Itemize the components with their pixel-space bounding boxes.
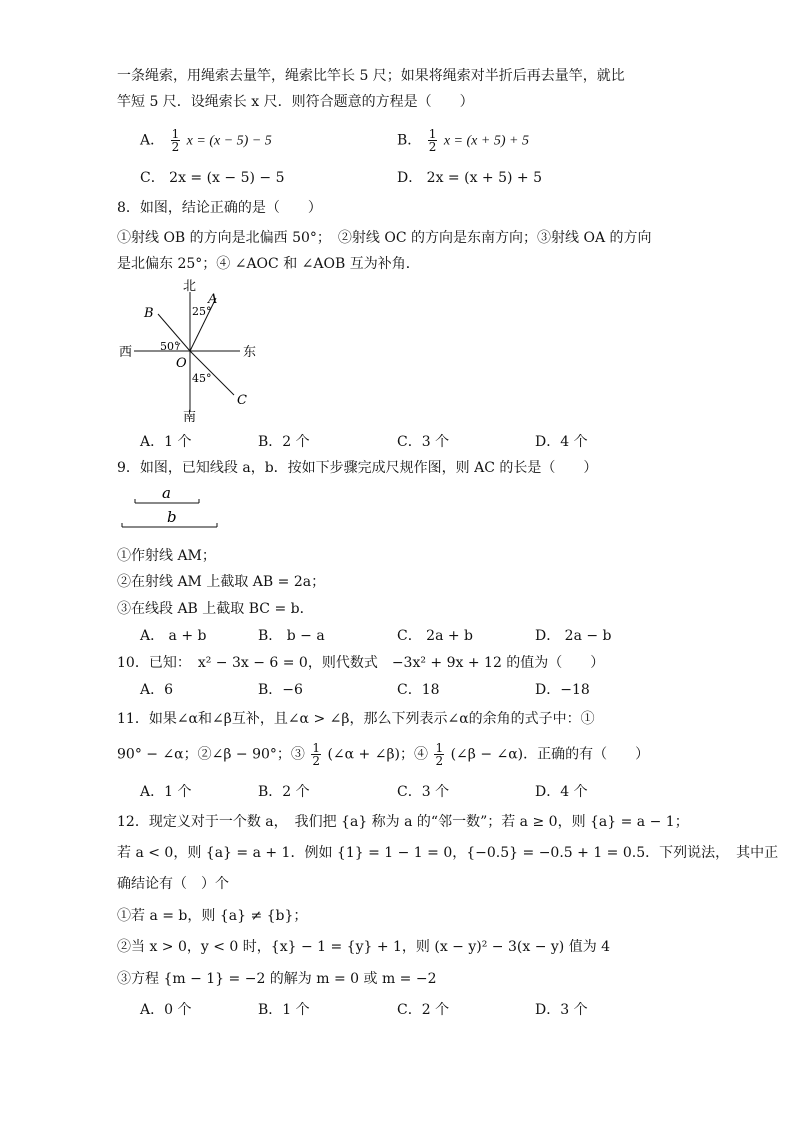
q12-option-c[interactable]: C．2 个	[397, 1002, 450, 1018]
q11-expr-3: (∠α + ∠β)；④	[327, 746, 429, 763]
q10-stem: 10．已知： x² − 3x − 6 = 0，则代数式 −3x² + 9x + 12 的值为（ ）	[117, 655, 605, 671]
q8-line-2: 是北偏东 25°；④ ∠AOC 和 ∠AOB 互为补角．	[117, 256, 420, 272]
q8-stem: 8．如图，结论正确的是（ ）	[117, 200, 322, 216]
q12-line-3: 确结论有（ ）个	[117, 876, 229, 892]
q12-line-1: 12．现定义对于一个数 a， 我们把 {a} 称为 a 的“邻一数”；若 a ≥ 0，则 {a} = a − 1；	[117, 814, 689, 830]
q12-line-2: 若 a < 0，则 {a} = a + 1．例如 {1} = 1 − 1 = 0，{−0.5} = −0.5 + 1 = 0.5．下列说法， 其中正	[117, 845, 779, 861]
option-label: A．	[140, 132, 165, 149]
q11-line-2	[117, 742, 649, 767]
q8-option-b[interactable]: B．2 个	[258, 434, 310, 450]
q9-option-b[interactable]: B． b − a	[258, 628, 325, 644]
q7-option-c[interactable]: C． 2x = (x − 5) − 5	[140, 170, 285, 186]
q7-option-d[interactable]: D． 2x = (x + 5) + 5	[397, 170, 543, 186]
q9-step-2: ②在射线 AM 上截取 AB = 2a；	[117, 574, 326, 590]
angle-25-label: 25°	[192, 305, 212, 318]
q10-option-d[interactable]: D．−18	[535, 682, 590, 698]
origin-o-label: O	[176, 356, 187, 371]
q7-option-b[interactable]	[397, 128, 529, 153]
q10-option-a[interactable]: A．6	[140, 682, 174, 698]
angle-45-label: 45°	[192, 372, 212, 385]
point-c-label: C	[237, 393, 247, 408]
east-label: 东	[243, 345, 257, 360]
q11-option-c[interactable]: C．3 个	[397, 784, 450, 800]
q8-option-d[interactable]: D．4 个	[535, 434, 588, 450]
q9-option-c[interactable]: C． 2a + b	[397, 628, 474, 644]
q8-line-1: ①射线 OB 的方向是北偏西 50°； ②射线 OC 的方向是东南方向；③射线 OA 的方向	[117, 230, 652, 246]
q7-line-2: 竿短 5 尺．设绳索长 x 尺．则符合题意的方程是（ ）	[117, 94, 474, 110]
q12-option-b[interactable]: B．1 个	[258, 1002, 310, 1018]
equation: x = (x − 5) − 5	[186, 133, 272, 149]
west-label: 西	[119, 345, 133, 360]
q12-option-d[interactable]: D．3 个	[535, 1002, 588, 1018]
q11-option-a[interactable]: A．1 个	[140, 784, 192, 800]
q11-option-d[interactable]: D．4 个	[535, 784, 588, 800]
fraction-half: $\frac{1}{2}$	[428, 127, 437, 154]
segment-b-label: b	[167, 508, 177, 526]
q9-step-1: ①作射线 AM；	[117, 548, 216, 564]
segments-diagram	[118, 482, 222, 532]
fraction-half: $\frac{1}{2}$	[435, 741, 444, 768]
q10-option-b[interactable]: B．−6	[258, 682, 303, 698]
angle-50-label: 50°	[160, 340, 180, 353]
q12-statement-2: ②当 x > 0，y < 0 时，{x} − 1 = {y} + 1，则 (x − y)² − 3(x − y) 值为 4	[117, 939, 611, 955]
q7-option-a[interactable]	[140, 128, 272, 153]
q12-statement-3: ③方程 {m − 1} = −2 的解为 m = 0 或 m = −2	[117, 971, 437, 987]
q12-option-a[interactable]: A．0 个	[140, 1002, 192, 1018]
fraction-half: $\frac{1}{2}$	[171, 127, 180, 154]
point-a-label: A	[208, 292, 218, 307]
q10-option-c[interactable]: C．18	[397, 682, 440, 698]
q8-option-c[interactable]: C．3 个	[397, 434, 450, 450]
fraction-half: $\frac{1}{2}$	[312, 741, 320, 768]
option-label: B．	[397, 132, 422, 149]
q7-line-1: 一条绳索，用绳索去量竿，绳索比竿长 5 尺；如果将绳索对半折后再去量竿，就比	[117, 68, 625, 84]
q9-stem: 9．如图，已知线段 a，b．按如下步骤完成尺规作图，则 AC 的长是（ ）	[117, 460, 598, 476]
q9-option-d[interactable]: D． 2a − b	[535, 628, 612, 644]
equation: x = (x + 5) + 5	[443, 133, 529, 149]
q8-option-a[interactable]: A．1 个	[140, 434, 192, 450]
q11-line-1: 11．如果∠α和∠β互补，且∠α > ∠β，那么下列表示∠α的余角的式子中：①	[117, 711, 595, 727]
q9-option-a[interactable]: A． a + b	[140, 628, 207, 644]
q11-expr-1: 90° − ∠α；②∠β − 90°；③	[117, 746, 305, 763]
direction-diagram	[110, 278, 280, 426]
q12-statement-1: ①若 a = b，则 {a} ≠ {b}；	[117, 908, 308, 924]
segment-a-label: a	[162, 484, 171, 502]
north-label: 北	[183, 279, 197, 294]
q9-step-3: ③在线段 AB 上截取 BC = b．	[117, 601, 314, 617]
q11-option-b[interactable]: B．2 个	[258, 784, 310, 800]
q11-expr-4: (∠β − ∠α)．正确的有（ ）	[450, 746, 650, 763]
south-label: 南	[183, 410, 197, 425]
point-b-label: B	[144, 306, 154, 321]
